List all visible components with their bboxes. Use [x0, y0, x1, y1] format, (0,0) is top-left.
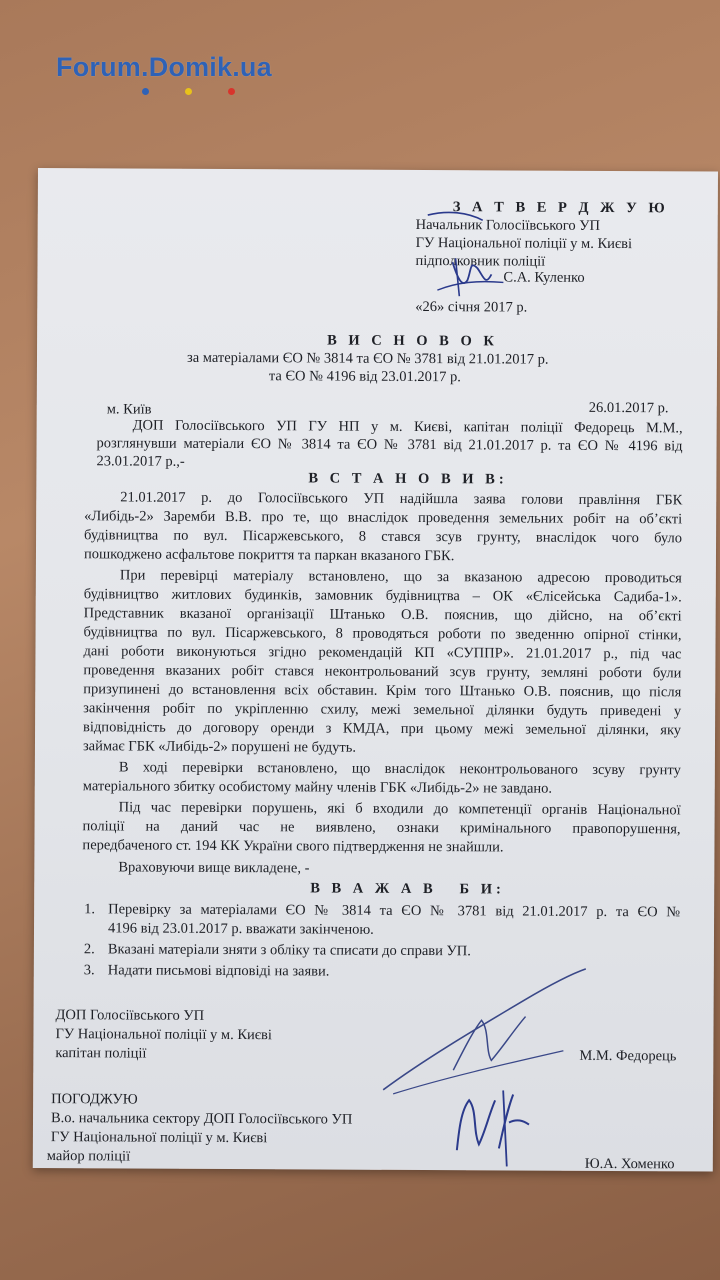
considering-line: Враховуючи вище викладене, -	[118, 859, 310, 877]
approval-line-2: ГУ Національної поліції у м. Києві	[415, 234, 633, 253]
intro-line-2: розглянувши матеріали ЄО № 3814 та ЄО № 3781 від 21.01.2017 р. та ЄО № 4196 від	[96, 435, 683, 455]
document-title: В И С Н О В О К	[327, 332, 498, 350]
para1-line-2: «Либідь-2» Заремби В.В. про те, що внаслідок проведення земельних робіт на об’єкті	[84, 508, 683, 528]
para1-line-3: будівництва по вул. Пісаржевського, 8 стався зсув грунту, внаслідок чого було	[84, 527, 683, 547]
para2-line-4: будівництва по вул. Пісаржевського, 8 проводяться роботи по зведенню опірної стінки,	[83, 624, 682, 644]
intro-line-3: 23.01.2017 р.,-	[96, 453, 185, 470]
approval-signature	[407, 190, 518, 301]
intro-line-1: ДОП Голосіївського УП ГУ НП у м. Києві, капітан поліції Федорець М.М.,	[132, 417, 683, 437]
decision-2-line-1: Вказані матеріали зняти з обліку та списати до справи УП.	[107, 941, 471, 960]
approval-date: «26» січня 2017 р.	[415, 298, 528, 316]
decision-3-number: 3.	[83, 962, 95, 979]
approval-heading: З А Т В Е Р Д Ж У Ю	[452, 199, 669, 217]
approval-line-3: підполковник поліції	[415, 252, 546, 270]
document-page	[33, 168, 718, 1172]
document-date: 26.01.2017 р.	[588, 399, 669, 417]
agreed-line-1: В.о. начальника сектору ДОП Голосіївського УП	[50, 1110, 353, 1128]
officer-line-2: ГУ Національної поліції у м. Києві	[55, 1026, 272, 1044]
watermark-dot-blue	[142, 88, 149, 95]
para2-line-5: дані роботи виконуються згідно рекомендацій КП «СУППР». 21.01.2017 р., під час	[83, 643, 682, 663]
agreed-line-3: майор поліції	[46, 1148, 131, 1165]
decision-heading: В В А Ж А В Б И:	[310, 880, 505, 898]
para1-line-1: 21.01.2017 р. до Голосіївського УП надійшла заява голови правління ГБК	[120, 489, 683, 509]
decision-1-line-1: Перевірку за матеріалами ЄО № 3814 та ЄО № 3781 від 21.01.2017 р. та ЄО №	[108, 901, 681, 921]
officer-line-3: капітан поліції	[55, 1045, 147, 1062]
para3-line-2: матеріального збитку особистому майну членів ГБК «Либідь-2» не завдано.	[82, 778, 553, 797]
officer-name: М.М. Федорець	[579, 1047, 677, 1065]
approval-signer: С.А. Куленко	[503, 269, 585, 286]
para4-line-3: передбаченого ст. 194 КК України свого підтвердження не знайшли.	[82, 837, 504, 856]
watermark-dots	[142, 88, 235, 95]
para4-line-2: поліції на даний час не виявлено, ознаки кримінального правопорушення,	[82, 818, 681, 838]
title-line-2: та ЄО № 4196 від 23.01.2017 р.	[268, 368, 461, 386]
agreed-line-2: ГУ Національної поліції у м. Києві	[50, 1129, 268, 1147]
decision-2-number: 2.	[83, 941, 95, 958]
agreed-heading: ПОГОДЖУЮ	[51, 1091, 138, 1108]
decision-1-number: 1.	[84, 901, 96, 918]
established-heading: В С Т А Н О В И В:	[308, 470, 508, 488]
para2-line-1: При перевірці матеріалу встановлено, що за вказаною адресою проводиться	[119, 567, 682, 587]
para2-line-8: закінчення робіт по укріпленню схилу, межі земельної ділянки будуть приведені у	[83, 700, 682, 720]
para2-line-9: відповідність до договору оренди з КМДА, при цьому межі земельної ділянки, яку	[83, 719, 682, 739]
para2-line-10: займає ГБК «Либідь-2» порушені не будуть.	[82, 738, 357, 756]
para2-line-6: проведення вказаних робіт стався неконтрольований зсув грунту, земляні роботи були	[83, 662, 682, 682]
para3-line-1: В ході перевірки встановлено, що внаслідок неконтрольованого зсуву грунту	[118, 759, 681, 779]
title-line-1: за матеріалами ЄО № 3814 та ЄО № 3781 від 21.01.2017 р.	[186, 349, 549, 368]
watermark-logo: Forum.Domik.ua	[56, 52, 272, 82]
decision-3-line-1: Надати письмові відповіді на заяви.	[107, 962, 330, 980]
para4-line-1: Під час перевірки порушень, які б входили до компетенції органів Національної	[118, 799, 681, 819]
watermark-dot-red	[228, 88, 235, 95]
para2-line-2: будівництво житлових будинків, замовник будівництва – ОК «Єлісейська Садиба-1».	[83, 586, 682, 606]
watermark-dot-yellow	[185, 88, 192, 95]
approval-line-1: Начальник Голосіївського УП	[415, 216, 601, 234]
agreed-signature	[443, 1070, 554, 1171]
place: м. Київ	[106, 401, 152, 418]
para2-line-3: Представник вказаної організації Штанько О.В. пояснив, що дійсно, на об’єкті	[83, 605, 682, 625]
officer-line-1: ДОП Голосіївського УП	[55, 1007, 205, 1024]
agreed-name: Ю.А. Хоменко	[584, 1155, 675, 1173]
para1-line-4: пошкоджено асфальтове покриття та паркан вказаного ГБК.	[83, 546, 455, 565]
decision-1-line-2: 4196 від 23.01.2017 р. вважати закінченою.	[107, 920, 374, 938]
para2-line-7: призупинені до встановлення всіх обставин. Крім того Штанько О.В. пояснив, що після	[83, 681, 682, 701]
